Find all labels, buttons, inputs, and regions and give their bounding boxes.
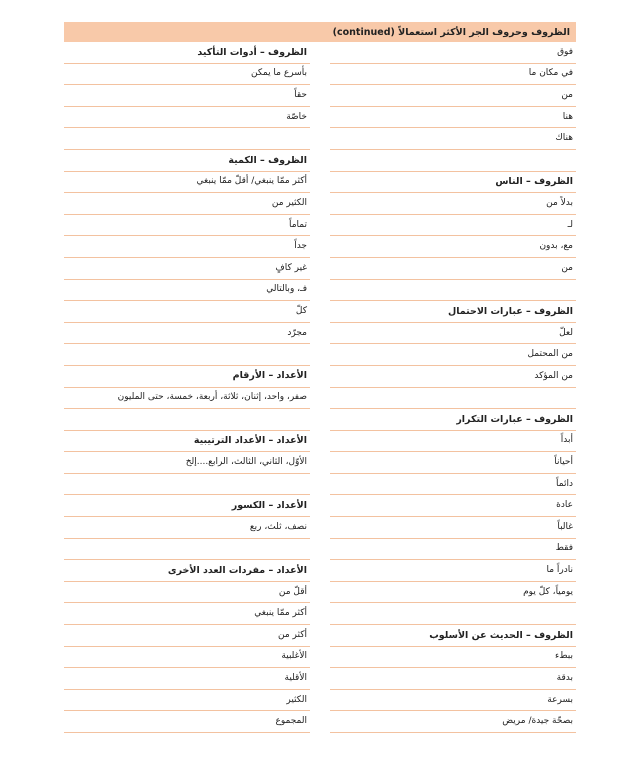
- row-text: الظروف – عبارات الاحتمال: [447, 305, 573, 317]
- row-text: الأقلية: [284, 673, 307, 684]
- row-text: فوق: [557, 46, 573, 57]
- section-heading: [64, 150, 310, 172]
- row-text: الأعداد – الأرقام: [232, 370, 307, 382]
- empty-row: [330, 388, 576, 410]
- table-row: [330, 474, 576, 496]
- row-text: الأوّل، الثاني، الثالث، الرابع....إلخ: [185, 457, 307, 468]
- table-row: [64, 215, 310, 237]
- table-row: [64, 452, 310, 474]
- table-row: [64, 85, 310, 107]
- table-row: [64, 388, 310, 410]
- row-text: من: [561, 262, 573, 273]
- row-text: لعلّ: [559, 327, 573, 338]
- section-heading: [64, 495, 310, 517]
- row-text: من: [561, 89, 573, 100]
- table-row: [330, 215, 576, 237]
- table-row: [330, 431, 576, 453]
- row-text: خاصّة: [286, 111, 307, 122]
- row-text: من المحتمل: [527, 349, 573, 360]
- table-row: [64, 258, 310, 280]
- table-title: الظروف وحروف الجر الأكثر استعمالاً (continued): [332, 26, 570, 38]
- row-text: من المؤكد: [534, 370, 573, 381]
- empty-row: [64, 539, 310, 561]
- table-row: [64, 193, 310, 215]
- empty-row: [64, 474, 310, 496]
- table-row: [64, 172, 310, 194]
- row-text: الكثير من: [271, 197, 307, 208]
- table-row: [64, 517, 310, 539]
- section-heading: [330, 172, 576, 194]
- row-text: جداً: [294, 241, 307, 252]
- row-text: فـ، وبالتالي: [266, 284, 307, 295]
- row-text: تماماً: [288, 219, 307, 230]
- row-text: بسرعة: [547, 694, 573, 705]
- table-row: [330, 344, 576, 366]
- table-row: [330, 495, 576, 517]
- table-row: [64, 280, 310, 302]
- row-text: بصحّة جيدة/ مريض: [502, 716, 573, 727]
- row-text: أحياناً: [554, 457, 573, 468]
- table-row: [330, 193, 576, 215]
- table-row: [330, 647, 576, 669]
- table-row: [330, 42, 576, 64]
- row-text: الأعداد – الكسور: [231, 500, 307, 512]
- row-text: الأعداد – الأعداد الترتيبية: [193, 435, 307, 447]
- row-text: غالباً: [557, 521, 573, 532]
- row-text: هنا: [562, 111, 573, 122]
- row-text: الظروف – أدوات التأكيد: [197, 46, 307, 58]
- table-row: [64, 711, 310, 733]
- table-row: [64, 107, 310, 129]
- empty-row: [64, 128, 310, 150]
- table-row: [64, 668, 310, 690]
- row-text: غير كافٍ: [275, 262, 307, 273]
- table-row: [64, 301, 310, 323]
- row-text: نادراً ما: [546, 565, 573, 576]
- table-row: [64, 323, 310, 345]
- row-text: أكثر ممّا ينبغي/ أقلّ ممّا ينبغي: [196, 176, 307, 187]
- table-row: [330, 517, 576, 539]
- table-row: [330, 64, 576, 86]
- row-text: أقلّ من: [278, 586, 307, 597]
- table-row: [330, 258, 576, 280]
- right-column: [330, 42, 576, 733]
- table-row: [64, 690, 310, 712]
- table-row: [330, 366, 576, 388]
- row-text: الأعداد – مفردات العدد الأخرى: [167, 564, 307, 576]
- table-row: [330, 323, 576, 345]
- row-text: دائماً: [556, 478, 573, 489]
- row-text: الظروف – الناس: [495, 176, 573, 188]
- table-row: [64, 582, 310, 604]
- section-heading: [64, 560, 310, 582]
- table-row: [64, 625, 310, 647]
- row-text: الظروف – عبارات التكرار: [456, 413, 573, 425]
- row-text: نصف، ثلث، ربع: [249, 521, 307, 532]
- table-header: [64, 22, 576, 42]
- table-row: [64, 236, 310, 258]
- table-row: [330, 107, 576, 129]
- row-text: هناك: [555, 133, 573, 144]
- row-text: لـ: [567, 219, 573, 230]
- empty-row: [330, 603, 576, 625]
- row-text: أكثر من: [278, 629, 307, 640]
- table-row: [64, 603, 310, 625]
- row-text: الظروف – الحديث عن الأسلوب: [429, 629, 573, 641]
- section-heading: [64, 42, 310, 64]
- empty-row: [330, 280, 576, 302]
- table-row: [330, 128, 576, 150]
- row-text: الأغلبية: [281, 651, 307, 662]
- row-text: صفر، واحد، إثنان، ثلاثة، أربعة، خمسة، حتى المليون: [117, 392, 307, 403]
- empty-row: [64, 344, 310, 366]
- table-row: [330, 85, 576, 107]
- row-text: حقاً: [294, 89, 307, 100]
- row-text: المجموع: [275, 716, 307, 727]
- row-text: في مكان ما: [528, 68, 573, 79]
- table-row: [330, 711, 576, 733]
- section-heading: [330, 301, 576, 323]
- row-text: فقط: [555, 543, 573, 554]
- row-text: الظروف – الكمية: [228, 154, 307, 166]
- table-row: [330, 560, 576, 582]
- table-row: [330, 690, 576, 712]
- table-row: [330, 452, 576, 474]
- row-text: الكثير: [286, 694, 307, 705]
- table-row: [64, 647, 310, 669]
- row-text: بأسرع ما يمكن: [251, 68, 307, 79]
- row-text: ببطء: [555, 651, 573, 662]
- section-heading: [330, 625, 576, 647]
- row-text: أبداً: [560, 435, 573, 446]
- row-text: مع، بدون: [539, 241, 573, 252]
- left-column: [64, 42, 310, 733]
- section-heading: [64, 431, 310, 453]
- table-row: [330, 539, 576, 561]
- row-text: كلّ: [295, 305, 307, 316]
- empty-row: [330, 150, 576, 172]
- row-text: مجرّد: [287, 327, 307, 338]
- section-heading: [64, 366, 310, 388]
- table-row: [330, 582, 576, 604]
- empty-row: [64, 409, 310, 431]
- row-text: بدقة: [556, 673, 573, 684]
- row-text: بدلاً من: [546, 197, 573, 208]
- row-text: عادة: [556, 500, 573, 511]
- table-row: [64, 64, 310, 86]
- table-row: [330, 236, 576, 258]
- row-text: أكثر ممّا ينبغي: [254, 608, 307, 619]
- row-text: يومياً، كلّ يوم: [523, 586, 573, 597]
- table-row: [330, 668, 576, 690]
- section-heading: [330, 409, 576, 431]
